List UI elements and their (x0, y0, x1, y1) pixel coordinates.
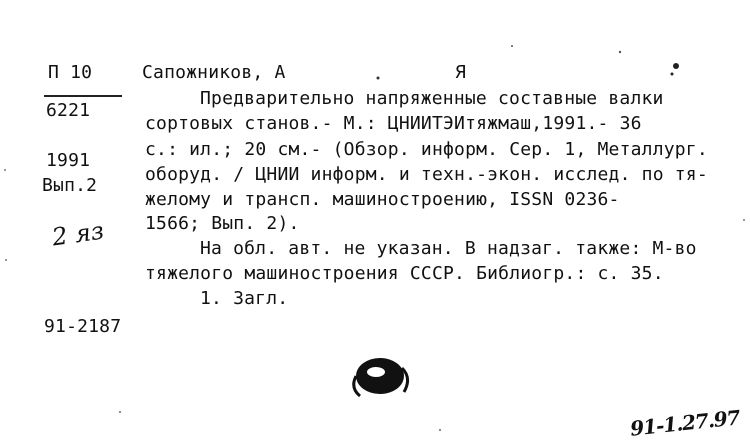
title-line-2: сортовых станов.- М.: ЦНИИТЭИтяжмаш,1991.- 36 (145, 113, 642, 134)
title-line-5: желому и трансп. машиностроению, ISSN 0236- (145, 189, 620, 210)
note-line-1: На обл. авт. не указан. В надзаг. также: М-во (200, 238, 697, 259)
title-line-4: оборуд. / ЦНИИ информ. и техн.-экон. исслед. по тя- (145, 164, 708, 185)
title-line-6: 1566; Вып. 2). (145, 213, 300, 234)
issue-number: Вып.2 (42, 175, 98, 196)
tracing: 1. Загл. (200, 288, 289, 309)
corner-stamp: 91-1.27.97 (629, 405, 741, 441)
card-number: 6221 (46, 100, 91, 121)
handwritten-note: 2 яз (50, 216, 106, 252)
year: 1991 (46, 150, 91, 171)
author-heading: Сапожников, А (142, 62, 286, 83)
author-initial: Я (455, 62, 467, 83)
title-line-1: Предварительно напряженные составные валки (200, 88, 664, 109)
title-line-3: с.: ил.; 20 см.- (Обзор. информ. Сер. 1, Металлург. (145, 139, 708, 160)
note-line-2: тяжелого машиностроения СССР. Библиогр.: с. 35. (145, 263, 664, 284)
index-code: П 10 (48, 62, 93, 83)
accession-number: 91-2187 (44, 316, 122, 337)
